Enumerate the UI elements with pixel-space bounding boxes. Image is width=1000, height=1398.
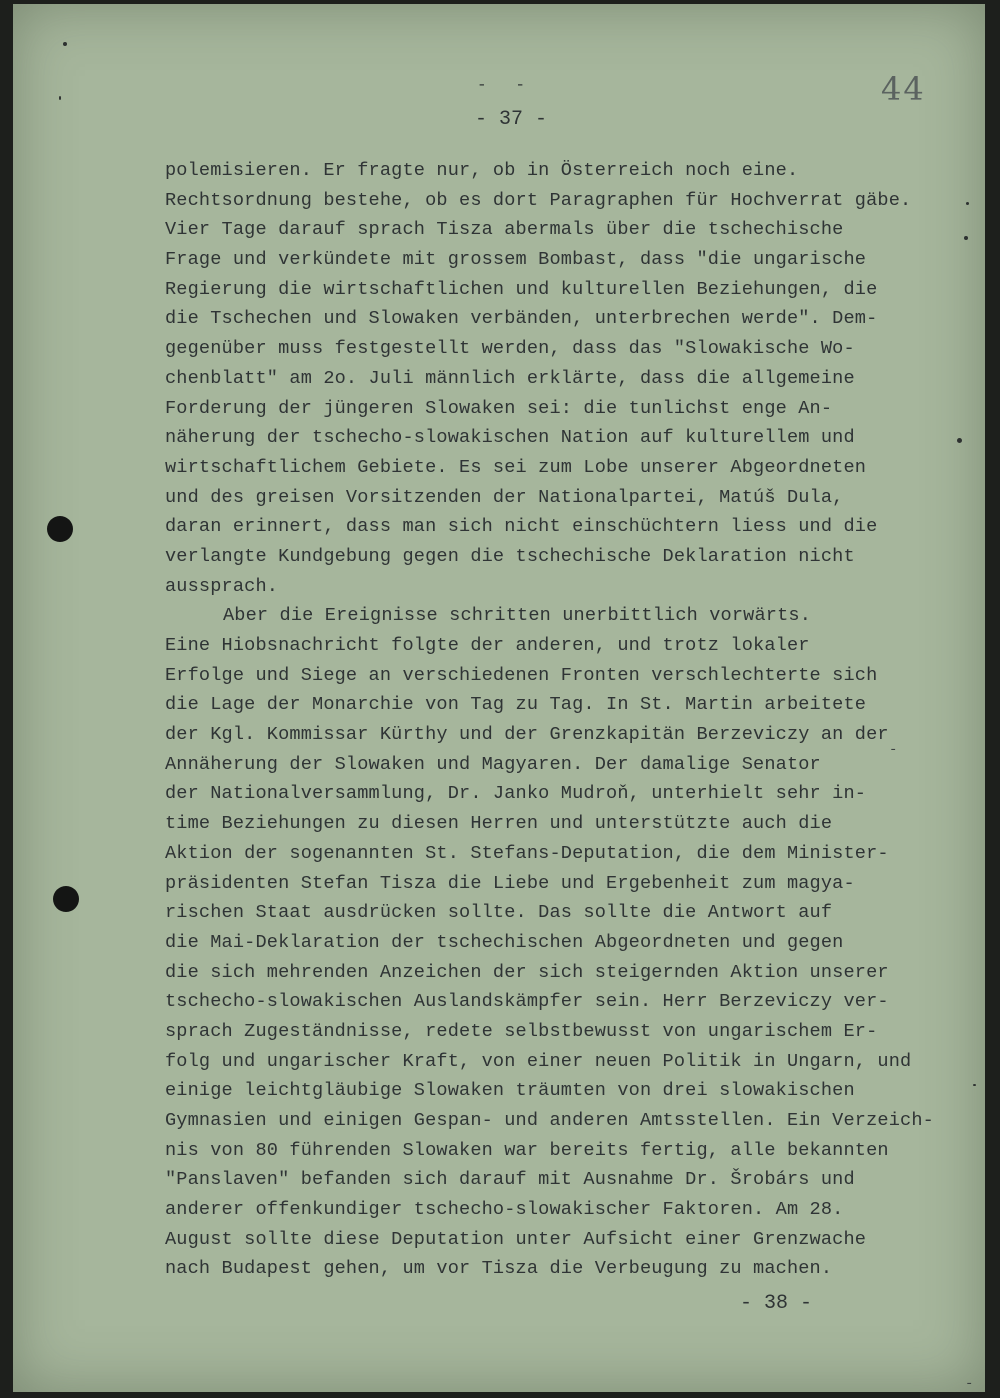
- text-line: polemisieren. Er fragte nur, ob in Österreich noch eine.: [165, 160, 799, 181]
- text-line: chenblatt" am 2o. Juli männlich erklärte, dass die allgemeine: [165, 367, 855, 389]
- text-line: und des greisen Vorsitzenden der Nationalpartei, Matúš Dula,: [165, 486, 844, 508]
- text-line: tschecho-slowakischen Auslandskämpfer sein. Herr Berzeviczy ver-: [165, 991, 889, 1013]
- text-line: Annäherung der Slowaken und Magyaren. Der damalige Senator: [165, 753, 821, 775]
- text-line: die Mai-Deklaration der tschechischen Abgeordneten und gegen: [165, 931, 844, 953]
- text-line: Vier Tage darauf sprach Tisza abermals über die tschechische: [165, 219, 844, 241]
- ink-speck: [63, 42, 67, 46]
- text-line: die Lage der Monarchie von Tag zu Tag. In St. Martin arbeitete: [165, 694, 867, 716]
- text-line: präsidenten Stefan Tisza die Liebe und Ergebenheit zum magya-: [165, 872, 855, 894]
- text-line: die sich mehrenden Anzeichen der sich steigernden Aktion unserer: [165, 961, 889, 983]
- text-line: der Kgl. Kommissar Kürthy und der Grenzkapitän Berzeviczy an der: [165, 724, 889, 746]
- paragraph-start-line: Aber die Ereignisse schritten unerbittlich vorwärts.: [223, 605, 812, 627]
- text-line: Frage und verkündete mit grossem Bombast, dass "die ungarische: [165, 249, 867, 271]
- ink-speck: [957, 438, 962, 443]
- margin-dash-mark: -: [965, 1376, 974, 1392]
- text-line: rischen Staat ausdrücken sollte. Das sollte die Antwort auf: [165, 902, 833, 924]
- top-dash-marks: - -: [477, 76, 526, 94]
- text-line: time Beziehungen zu diesen Herren und unterstützte auch die: [165, 813, 833, 835]
- text-line: der Nationalversammlung, Dr. Janko Mudroň, unterhielt sehr in-: [165, 783, 867, 805]
- ink-speck: [973, 1084, 976, 1086]
- text-line: verlangte Kundgebung gegen die tschechische Deklaration nicht: [165, 545, 855, 567]
- document-page: [13, 4, 985, 1392]
- text-line: gegenüber muss festgestellt werden, dass das "Slowakische Wo-: [165, 338, 855, 360]
- archive-page-number: 44: [881, 70, 926, 108]
- text-line: nis von 80 führenden Slowaken war bereits fertig, alle bekannten: [165, 1139, 889, 1161]
- text-line: Rechtsordnung bestehe, ob es dort Paragraphen für Hochverrat gäbe.: [165, 189, 912, 211]
- text-line: Gymnasien und einigen Gespan- und anderen Amtsstellen. Ein Verzeich-: [165, 1110, 934, 1131]
- text-line: sprach Zugeständnisse, redete selbstbewusst von ungarischem Er-: [165, 1020, 878, 1042]
- text-line: nach Budapest gehen, um vor Tisza die Verbeugung zu machen.: [165, 1258, 833, 1280]
- ink-speck: [964, 236, 968, 240]
- text-line: Forderung der jüngeren Slowaken sei: die tunlichst enge An-: [165, 397, 833, 419]
- punch-hole: [47, 516, 73, 542]
- page-number-bottom: - 38 -: [740, 1292, 813, 1315]
- text-line: einige leichtgläubige Slowaken träumten von drei slowakischen: [165, 1080, 855, 1102]
- text-line: die Tschechen und Slowaken verbänden, unterbrechen werde". Dem-: [165, 308, 878, 330]
- ink-speck: [59, 96, 61, 100]
- text-line: daran erinnert, dass man sich nicht einschüchtern liess und die: [165, 516, 878, 538]
- page-number-top: - 37 -: [475, 108, 548, 131]
- margin-dash-mark: -: [889, 742, 898, 758]
- ink-speck: [966, 202, 969, 205]
- text-line: Eine Hiobsnachricht folgte der anderen, und trotz lokaler: [165, 635, 810, 656]
- text-line: wirtschaftlichem Gebiete. Es sei zum Lobe unserer Abgeordneten: [165, 456, 867, 478]
- punch-hole: [53, 886, 79, 912]
- text-line: Erfolge und Siege an verschiedenen Fronten verschlechterte sich: [165, 664, 878, 686]
- text-line: folg und ungarischer Kraft, von einer neuen Politik in Ungarn, und: [165, 1050, 912, 1072]
- text-line: August sollte diese Deputation unter Aufsicht einer Grenzwache: [165, 1228, 867, 1250]
- text-line: anderer offenkundiger tschecho-slowakischer Faktoren. Am 28.: [165, 1199, 844, 1221]
- text-line: aussprach.: [165, 575, 279, 597]
- typed-text-body: [165, 156, 975, 1284]
- text-line: näherung der tschecho-slowakischen Nation auf kulturellem und: [165, 427, 855, 449]
- text-line: Regierung die wirtschaftlichen und kulturellen Beziehungen, die: [165, 278, 878, 300]
- text-line: "Panslaven" befanden sich darauf mit Ausnahme Dr. Šrobárs und: [165, 1169, 855, 1191]
- text-line: Aktion der sogenannten St. Stefans-Deputation, die dem Minister-: [165, 842, 889, 864]
